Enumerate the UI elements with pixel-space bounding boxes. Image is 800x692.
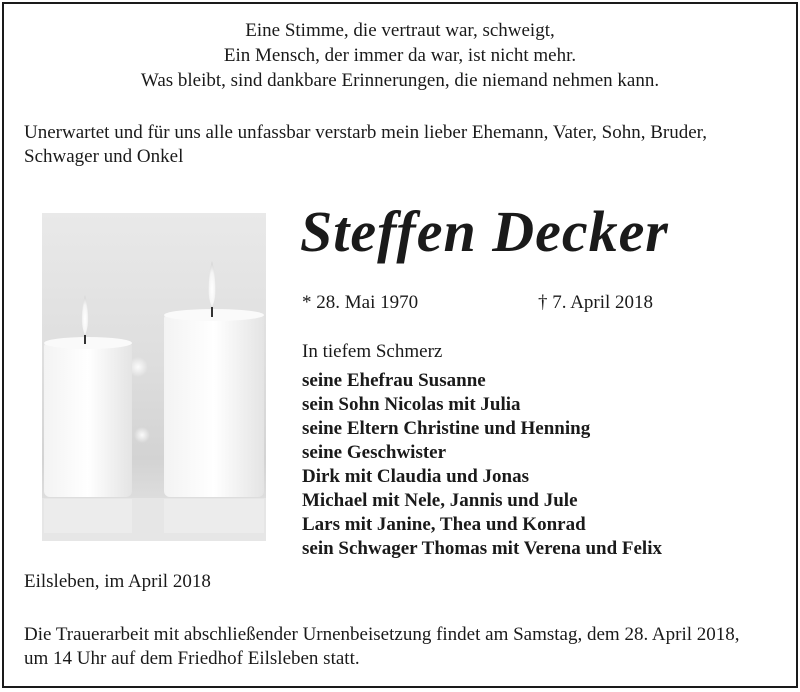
funeral-info: [24, 623, 776, 671]
funeral-line: Die Trauerarbeit mit abschließender Urnenbeisetzung findet am Samstag, dem 28. April 2018,: [24, 624, 740, 645]
family-member: seine Eltern Christine und Henning: [302, 418, 591, 439]
family-member: seine Ehefrau Susanne: [302, 370, 486, 391]
family-member: Lars mit Janine, Thea und Konrad: [302, 514, 586, 535]
family-member: seine Geschwister: [302, 442, 447, 463]
poem-line: Ein Mensch, der immer da war, ist nicht mehr.: [223, 45, 577, 66]
deceased-name: Steffen Decker: [300, 199, 669, 264]
family-member: sein Sohn Nicolas mit Julia: [302, 394, 521, 415]
memorial-poem: [4, 18, 796, 93]
family-member: sein Schwager Thomas mit Verena und Felix: [302, 538, 662, 559]
poem-line: Eine Stimme, die vertraut war, schweigt,: [245, 20, 555, 41]
intro-line: Schwager und Onkel: [24, 146, 184, 167]
death-date: † 7. April 2018: [538, 292, 654, 313]
family-member: Dirk mit Claudia und Jonas: [302, 466, 530, 487]
candles-icon: [42, 213, 266, 541]
funeral-line: um 14 Uhr auf dem Friedhof Eilsleben statt.: [24, 648, 360, 669]
birth-date: * 28. Mai 1970: [302, 292, 419, 313]
family-member: Michael mit Nele, Jannis und Jule: [302, 490, 578, 511]
mourning-heading: In tiefem Schmerz: [302, 341, 443, 362]
family-list: [302, 369, 662, 561]
candles-image: [42, 213, 266, 541]
poem-line: Was bleibt, sind dankbare Erinnerungen, die niemand nehmen kann.: [140, 70, 660, 91]
life-dates: [302, 292, 722, 316]
intro-line: Unerwartet und für uns alle unfassbar verstarb mein lieber Ehemann, Vater, Sohn, Bruder,: [24, 122, 707, 143]
place-date: Eilsleben, im April 2018: [24, 571, 211, 592]
obituary-notice: [2, 2, 798, 688]
intro-text: [24, 121, 776, 169]
